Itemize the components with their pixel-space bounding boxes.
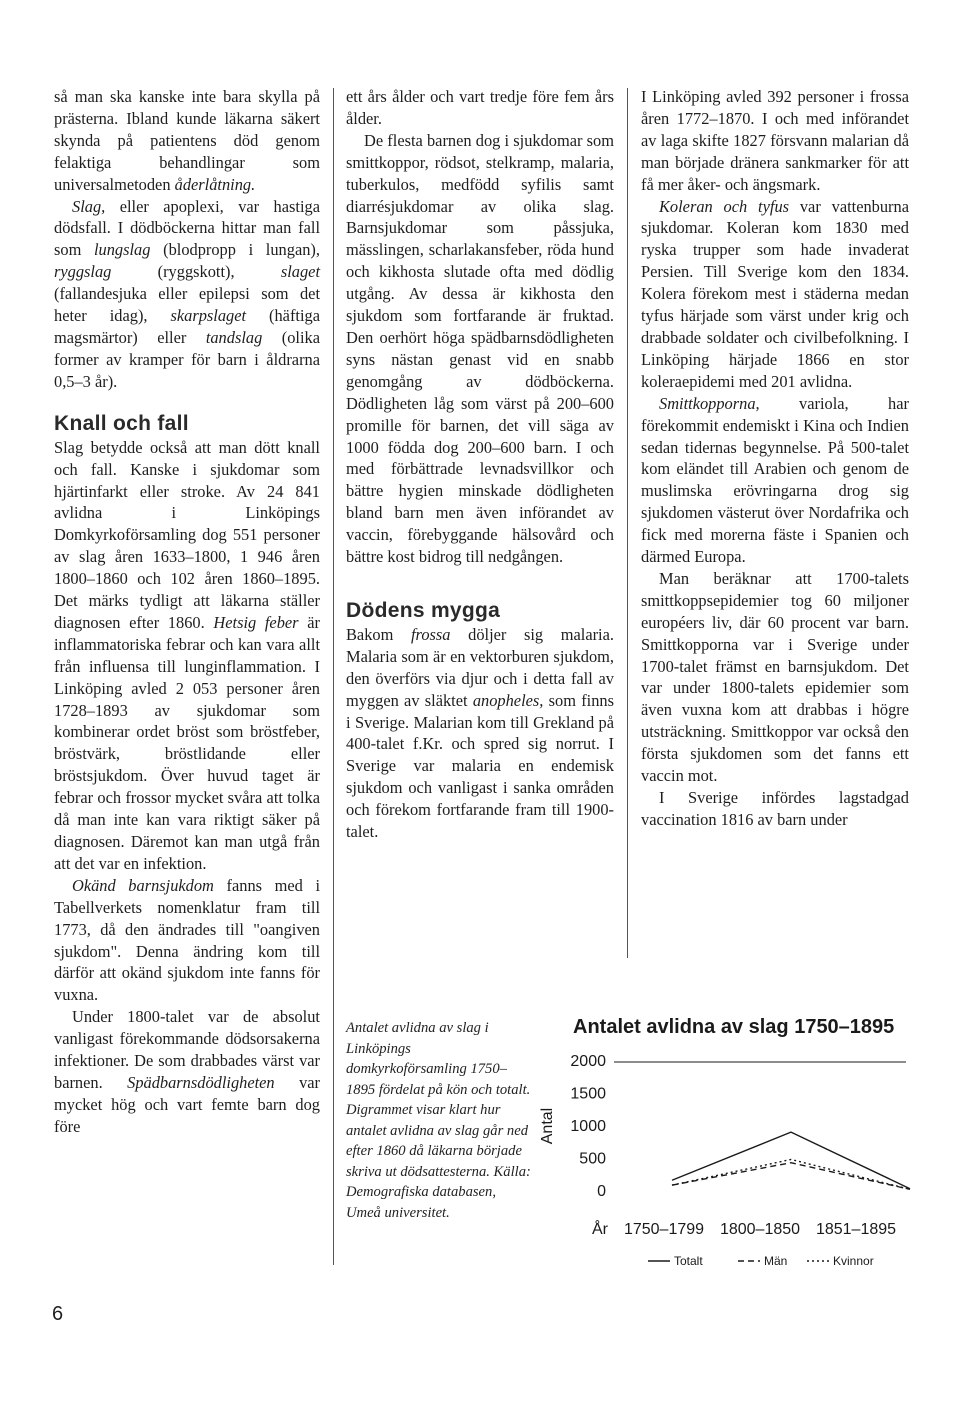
column-divider-left (333, 88, 334, 1265)
series-line-totalt (672, 1132, 910, 1189)
x-tick-label: 1750–1799 (623, 1221, 705, 1238)
paragraph: Bakom frossa döljer sig malaria. Malaria som är en vektorburen sjukdom, den överförs via djur och i detta fall av myggen av släktet anopheles, som finns i Sverige. Malarian kom till Grekland på 400-talet f.Kr. och spred sig norrut. I Sverige var malaria en endemisk sjukdom och vanligast i sanka områden och förekom fortfarande fram till 1900-talet. (346, 624, 614, 842)
x-axis-prefix: År (592, 1221, 608, 1238)
y-tick-label: 1500 (570, 1085, 606, 1103)
paragraph: Slag betydde också att man dött knall och fall. Kanske i sjukdomar som hjärtinfarkt eller stroke. Av 24 841 avlidna i Linköpings Domkyrkoförsamling dog 551 personer av slag åren 1633–1800, 1 946 åren 1800–1860 och 102 åren 1860–1895. Det märks tydligt att läkarna ställer diagnosen efter 1860. Hetsig feber är inflammatoriska febrar och kan vara allt från influensa till lunginflammation. I Linköping avled 2 053 personer åren 1728–1893 av sjukdomar som kombinerar ordet bröst som bröstfeber, bröstvärk, bröstlidande eller bröstsjukdom. Över huvud taget är febrar och frossor mycket svåra att tolka då man inte kan vara riktigt säker på diagnosen. Däremot kan man utgå från att det var en infektion. (54, 437, 320, 873)
text-column-1 (54, 86, 320, 1138)
text-column-3 (641, 86, 909, 831)
x-tick-label: 1851–1895 (815, 1221, 897, 1238)
column-divider-right (627, 88, 628, 958)
paragraph: Okänd barnsjukdom fanns med i Tabellverkets nomenklatur fram till 1773, då den ändrades till "oangiven sjukdom". Denna ändring kom till därför att okänd sjukdom inte fanns för vuxna. (54, 875, 320, 1005)
chart-title: Antalet avlidna av slag 1750–1895 (573, 1016, 895, 1038)
paragraph: så man ska kanske inte bara skylla på prästerna. Ibland kunde läkarna säkert skynda på patientens död genom felaktiga behandlingar som universalmetoden åderlåtning. (54, 87, 320, 194)
line-chart (530, 1040, 920, 1280)
paragraph: Koleran och tyfus var vattenburna sjukdomar. Koleran kom 1830 med ryska trupper som hade invaderat Persien. Till Sverige kom den 1834. Kolera förekom mest i städerna medan tyfus härjade som värst under krig och drabbade soldater och civilbefolkning. I Linköping härjade 1866 en stor koleraepidemi med 201 avlidna. (641, 196, 909, 391)
paragraph: Slag, eller apoplexi, var hastiga dödsfall. I dödböckerna hittar man fall som lungslag (blodpropp i lungan), ryggslag (ryggskott), slaget (fallandesjuka eller epilepsi som det heter idag), skarpslaget (häftiga magsmärtor) eller tandslag (olika former av kramper för barn i åldrarna 0,5–3 år). (54, 196, 320, 391)
page-number: 6 (52, 1303, 64, 1325)
paragraph: Man beräknar att 1700-talets smittkoppsepidemier tog 60 miljoner européers liv, där 60 procent var barn. Smittkopporna var i Sverige under 1700-talet främst en barnsjukdom. Det var under 1800-talets epidemier som även vuxna kom att drabbas i högre utsträckning. Smittkoppor var också den första sjukdomen som det fanns ett vaccin mot. (641, 568, 909, 786)
legend-label: Totalt (674, 1254, 703, 1268)
text-column-2 (346, 86, 614, 843)
y-axis-ticks (570, 1053, 906, 1200)
legend-label: Kvinnor (833, 1254, 874, 1268)
chart-series (672, 1132, 910, 1189)
figure-caption: Antalet avlidna av slag i Linköpings domkyrkoförsamling 1750–1895 fördelat på kön och totalt. Digrammet visar klart hur antalet avlidna av slag går ned efter 1860 då läkarna började skriva ut dödsattesterna. Källa: Demografiska databasen, Umeå universitet. (346, 1020, 531, 1221)
paragraph: Smittkopporna, variola, har förekommit endemiskt i Kina och Indien sedan tidernas begynnelse. På 500-talet kom eländet till Arabien och genom de muslimska erövringarna drog sig sjukdomen västerut över Nordafrika och fick med morerna fäste i Spanien och därmed Europa. (641, 393, 909, 567)
paragraph: De flesta barnen dog i sjukdomar som smittkoppor, rödsot, stelkramp, malaria, tuberkulos, medfödd syfilis samt diarrésjukdomar av olika slag. Barnsjukdomar som påssjuka, mässlingen, scharlakansfeber, röda hund och kikhosta slutade ofta med dödlig utgång. Av dessa är kikhosta den sjukdom som fortfarande är fruktad. Den oerhört höga spädbarnsdödligheten syns nästan genast vid en snabb genomgång av dödböckerna. Dödligheten låg som värst på 200–600 promille för barnen, det vill säga av 1000 födda dog 200–600 barn. I och med förbättrade levnadsvillkor och bättre hygien minskade dödligheten bland barn men även införandet av vaccin, förebyggande hälsovård och bättre kost bidrog till nedgången. (346, 130, 614, 567)
paragraph: Under 1800-talet var de absolut vanligast förekommande dödsorsakerna infektioner. De som drabbades värst var barnen. Spädbarnsdödligheten var mycket hög och vart femte barn dog före (54, 1007, 320, 1136)
x-tick-label: 1800–1850 (719, 1221, 801, 1238)
chart-legend (648, 1254, 874, 1268)
paragraph: I Linköping avled 392 personer i frossa åren 1772–1870. I och med införandet av laga skifte 1827 försvann malarian då man började dränera sankmarker för att få mer åker- och ängsmark. (641, 87, 909, 194)
y-tick-label: 0 (597, 1183, 606, 1200)
series-line-kvinnor (672, 1159, 910, 1189)
section-heading-dodens-mygga: Dödens mygga (346, 598, 501, 622)
x-axis-ticks (592, 1219, 896, 1238)
legend-label: Män (764, 1254, 788, 1268)
y-tick-label: 500 (579, 1150, 606, 1168)
section-heading-knall-och-fall: Knall och fall (54, 411, 189, 435)
y-tick-label: 1000 (570, 1118, 606, 1135)
y-axis-label: Antal (539, 1107, 556, 1145)
paragraph: I Sverige infördes lagstadgad vaccination 1816 av barn under (641, 788, 909, 829)
y-tick-label: 2000 (570, 1053, 606, 1070)
series-line-män (672, 1163, 910, 1190)
paragraph: ett års ålder och vart tredje före fem års ålder. (346, 87, 614, 128)
